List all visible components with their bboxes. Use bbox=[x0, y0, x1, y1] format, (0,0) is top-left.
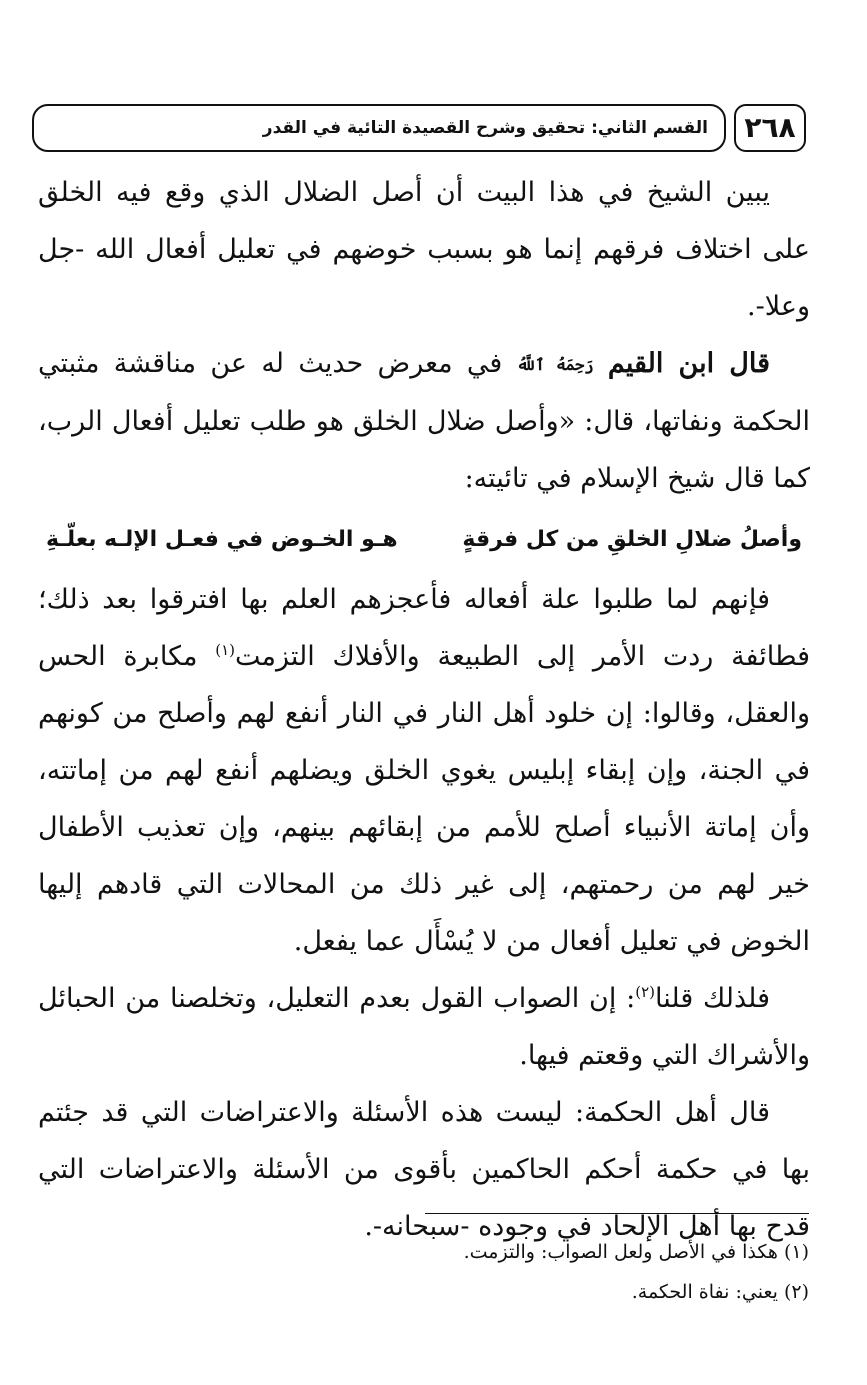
paragraph-3-text-b: مكابرة الحس والعقل، وقالوا: إن خلود أهل النار في النار أنفع لهم وأصلح من كونهم في الجنة، وإن إبقاء إبليس يغوي الخلق ويضلهم أنفع لهم من إماتته، وأن إماتة الأنبياء أصلح للأمم من إبقائهم بينهم، وإن تعذيب الأطفال خير لهم من رحمتهم، إلى غير ذلك من المحالات التي قادهم إليها الخوض في تعليل أفعال من لا يُسْأَل عما يفعل. bbox=[38, 641, 810, 957]
paragraph-3 bbox=[38, 571, 810, 970]
page-number: ٢٦٨ bbox=[734, 104, 806, 152]
page-header bbox=[32, 104, 806, 152]
footnotes bbox=[109, 1232, 809, 1312]
paragraph-2 bbox=[38, 335, 810, 507]
footnote-1: (١) هكذا في الأصل ولعل الصواب: والتزمت. bbox=[463, 1241, 809, 1263]
footnote-ref-2: (٢) bbox=[635, 983, 656, 1001]
paragraph-3-text-a: فإنهم لما طلبوا علة أفعاله فأعجزهم العلم بها افترقوا بعد ذلك؛ فطائفة ردت الأمر إلى الطبيعة والأفلاك التزمت bbox=[38, 584, 811, 672]
footnote-2: (٢) يعني: نفاة الحكمة. bbox=[631, 1281, 809, 1303]
footnote-ref-1: (١) bbox=[215, 641, 236, 659]
poetry-verse bbox=[38, 507, 810, 571]
paragraph-4-text-b: : إن الصواب القول بعدم التعليل، وتخلصنا من الحبائل والأشراك التي وقعتم فيها. bbox=[38, 983, 810, 1071]
honorific-glyph: رَحِمَهُ ٱللَّهُ bbox=[516, 355, 594, 374]
paragraph-5: قال أهل الحكمة: ليست هذه الأسئلة والاعتراضات التي قد جئتم بها في حكمة أحكم الحاكمين بأقوى من الأسئلة والاعتراضات التي قدح بها أهل الإلحاد في وجوده -سبحانه-. bbox=[38, 1097, 810, 1242]
verse-hemistich-1: وأصلُ ضلالِ الخلقِ من كل فرقةٍ bbox=[462, 526, 802, 552]
verse-hemistich-2: هـو الخـوض في فعـل الإلـه بعلّـةِ bbox=[46, 526, 398, 552]
footnote-separator bbox=[425, 1213, 809, 1214]
paragraph-2-lead: قال ابن القيم bbox=[607, 348, 770, 379]
paragraph-1: يبين الشيخ في هذا البيت أن أصل الضلال الذي وقع فيه الخلق على اختلاف فرقهم إنما هو بسبب خوضهم في تعليل أفعال الله -جل وعلا-. bbox=[38, 177, 810, 322]
running-title: القسم الثاني: تحقيق وشرح القصيدة التائية في القدر bbox=[32, 104, 726, 152]
main-text bbox=[38, 164, 810, 1255]
paragraph-4 bbox=[38, 970, 810, 1084]
paragraph-4-text-a: فلذلك قلنا bbox=[655, 983, 770, 1014]
paragraph-2-text: في معرض حديث له عن مناقشة مثبتي الحكمة ونفاتها، قال: «وأصل ضلال الخلق هو طلب تعليل أفعال الرب، كما قال شيخ الإسلام في تائيته: bbox=[38, 348, 810, 494]
